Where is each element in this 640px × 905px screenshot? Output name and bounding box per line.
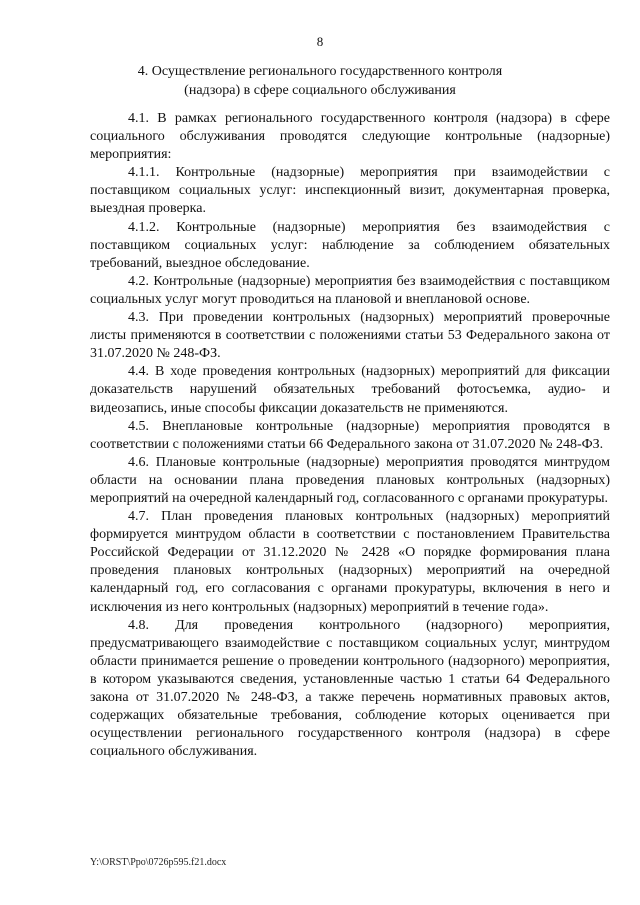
paragraph-4-3: 4.3. При проведении контрольных (надзорных) мероприятий проверочные листы применяются в соответствии с положениями статьи 53 Федерального закона от 31.07.2020 № 248-ФЗ. <box>90 310 610 362</box>
document-body <box>90 110 610 761</box>
paragraph-4-5: 4.5. Внеплановые контрольные (надзорные) мероприятия проводятся в соответствии с положениями статьи 66 Федерального закона от 31.07.2020 № 248-ФЗ. <box>90 418 610 452</box>
paragraph-4-7: 4.7. План проведения плановых контрольных (надзорных) мероприятий формируется минтрудом области в соответствии с постановлением Правительства Российской Федерации от 31.12.2020 № 2428 «О порядке формирования плана проведения плановых контрольных (надзорных) мероприятий на очередной календарный год, его согласования с органами прокуратуры, включения в него и исключения из него контрольных (надзорных) мероприятий в течение года». <box>90 509 610 615</box>
paragraph-4-2: 4.2. Контрольные (надзорные) мероприятия без взаимодействия с поставщиком социальных услуг могут проводиться на плановой и внеплановой основе. <box>90 273 610 307</box>
paragraph-4-1-1: 4.1.1. Контрольные (надзорные) мероприятия при взаимодействии с поставщиком социальных услуг: инспекционный визит, документарная проверка, выездная проверка. <box>90 165 610 217</box>
paragraph-4-1: 4.1. В рамках регионального государственного контроля (надзора) в сфере социального обслуживания проводятся следующие контрольные (надзорные) мероприятия: <box>90 111 610 163</box>
footer-file-path: Y:\ORST\Ppo\0726p595.f21.docx <box>90 857 227 868</box>
paragraph-4-1-2: 4.1.2. Контрольные (надзорные) мероприятия без взаимодействия с поставщиком социальных услуг: наблюдение за соблюдением обязательных требований, выездное обследование. <box>90 219 610 271</box>
paragraph-4-6: 4.6. Плановые контрольные (надзорные) мероприятия проводятся минтрудом области на основании плана проведения плановых контрольных (надзорных) мероприятий на очередной календарный год, согласованного с органами прокуратуры. <box>90 454 610 506</box>
paragraph-4-4: 4.4. В ходе проведения контрольных (надзорных) мероприятий для фиксации доказательств нарушений обязательных требований фотосъемка, аудио- и видеозапись, иные способы фиксации доказательств не применяются. <box>90 364 610 416</box>
section-heading: 4. Осуществление регионального государственного контроля (надзора) в сфере социального обслуживания <box>137 64 503 98</box>
page-number: 8 <box>316 34 324 49</box>
paragraph-4-8: 4.8. Для проведения контрольного (надзорного) мероприятия, предусматривающего взаимодействие с поставщиком социальных услуг, минтрудом области принимается решение о проведении контрольного (надзорного) мероприятия, в котором указываются сведения, установленные частью 1 статьи 64 Федерального закона от 31.07.2020 № 248-ФЗ, а также перечень нормативных правовых актов, содержащих обязательные требования, соблюдение которых оценивается при осуществлении регионального государственного контроля (надзора) в сфере социального обслуживания. <box>90 617 610 760</box>
